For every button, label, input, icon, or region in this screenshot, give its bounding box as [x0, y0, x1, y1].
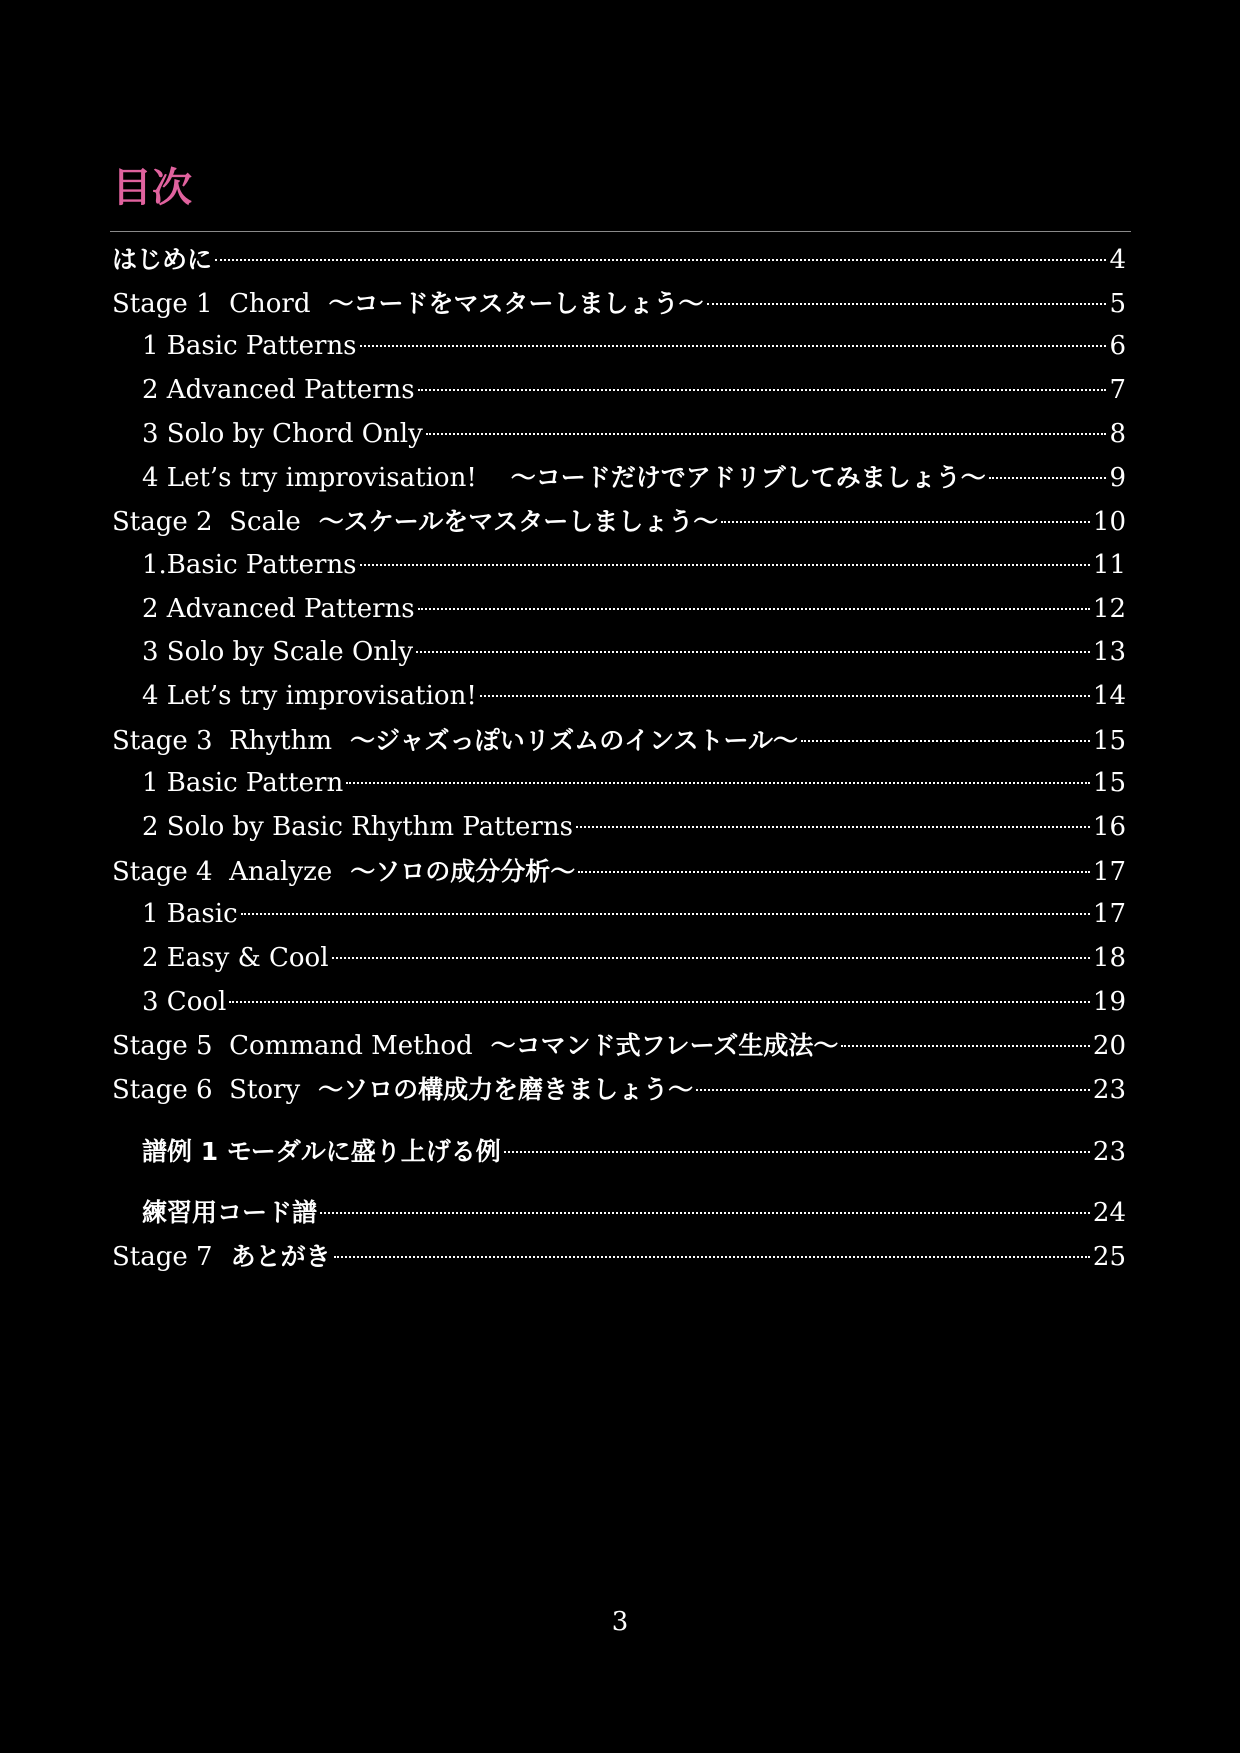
table-of-contents: [112, 238, 1126, 1279]
toc-page-number: 19: [1092, 986, 1126, 1017]
toc-entry-label: 4 Let’s try improvisation!: [142, 680, 477, 711]
toc-entry-label: 1 Basic: [142, 899, 238, 930]
toc-page-number: 23: [1092, 1136, 1126, 1167]
toc-entry[interactable]: [112, 413, 1126, 457]
dot-leader: [801, 740, 1090, 742]
toc-entry-subtitle: 〜コードだけでアドリブしてみましょう〜: [510, 463, 986, 493]
toc-page-number: 4: [1109, 245, 1126, 275]
dot-leader: [707, 303, 1107, 305]
toc-entry[interactable]: [112, 500, 1126, 544]
toc-entry[interactable]: [112, 1191, 1126, 1235]
dot-leader: [480, 695, 1090, 697]
toc-page-number: 24: [1092, 1198, 1126, 1229]
toc-entry[interactable]: [112, 762, 1126, 806]
title-divider: [110, 231, 1131, 232]
toc-entry-subtitle: 〜コマンド式フレーズ生成法〜: [490, 1031, 839, 1061]
toc-entry[interactable]: [112, 631, 1126, 675]
toc-entry[interactable]: [112, 588, 1126, 632]
dot-leader: [721, 521, 1090, 523]
page-title: 目次: [112, 165, 192, 211]
dot-leader: [215, 259, 1106, 261]
toc-page-number: 13: [1092, 637, 1126, 668]
toc-entry-subtitle: 〜コードをマスターしましょう〜: [328, 288, 704, 318]
dot-leader: [841, 1045, 1090, 1047]
toc-page-number: 20: [1092, 1031, 1126, 1062]
dot-leader: [360, 345, 1107, 347]
toc-entry-subtitle: 〜ソロの構成力を磨きましょう〜: [318, 1075, 694, 1105]
toc-page-number: 16: [1092, 811, 1126, 842]
dot-leader: [332, 957, 1090, 959]
toc-entry-subtitle: あとがき: [230, 1242, 331, 1272]
toc-page-number: 11: [1092, 549, 1126, 580]
toc-page-number: 23: [1092, 1075, 1126, 1106]
toc-entry[interactable]: [112, 893, 1126, 937]
toc-entry-label: 2 Advanced Patterns: [142, 375, 415, 406]
toc-entry[interactable]: [112, 1235, 1126, 1279]
dot-leader: [360, 564, 1090, 566]
toc-entry[interactable]: [112, 981, 1126, 1025]
toc-page-number: 9: [1109, 463, 1126, 494]
toc-page-number: 15: [1092, 725, 1126, 756]
toc-entry-label: 3 Solo by Scale Only: [142, 637, 414, 668]
toc-page-number: 18: [1092, 943, 1126, 973]
toc-entry-subtitle: 〜スケールをマスターしましょう〜: [318, 507, 719, 537]
toc-entry-label: Stage 1 Chord: [112, 288, 311, 319]
toc-page-number: 12: [1092, 593, 1126, 624]
toc-entry-label: Stage 2 Scale: [112, 507, 301, 538]
toc-page-number: 14: [1092, 680, 1126, 711]
dot-leader: [346, 782, 1090, 784]
dot-leader: [418, 608, 1090, 610]
toc-entry[interactable]: [112, 937, 1126, 981]
dot-leader: [229, 1001, 1090, 1003]
toc-page-number: 6: [1109, 331, 1126, 362]
toc-entry-subtitle: 〜ソロの成分分析〜: [350, 856, 576, 886]
toc-entry[interactable]: [112, 675, 1126, 719]
dot-leader: [418, 389, 1107, 391]
toc-entry[interactable]: [112, 238, 1126, 282]
page-number-footer: 3: [611, 1607, 629, 1637]
toc-page-number: 15: [1092, 768, 1126, 799]
toc-entry-label: Stage 4 Analyze: [112, 856, 333, 887]
toc-entry[interactable]: [112, 850, 1126, 894]
toc-entry-label: はじめに: [112, 245, 213, 274]
toc-entry[interactable]: [112, 719, 1126, 763]
toc-entry-label: 1 Basic Patterns: [142, 331, 357, 362]
toc-entry[interactable]: [112, 806, 1126, 850]
toc-page-number: 17: [1092, 856, 1126, 887]
toc-entry[interactable]: [112, 369, 1126, 413]
toc-entry[interactable]: [112, 282, 1126, 326]
toc-entry[interactable]: [112, 456, 1126, 500]
toc-entry-label: 2 Solo by Basic Rhythm Patterns: [142, 811, 573, 842]
dot-leader: [416, 651, 1090, 653]
toc-page-number: 25: [1092, 1242, 1126, 1273]
dot-leader: [320, 1212, 1090, 1214]
toc-entry-label: 練習用コード譜: [142, 1198, 318, 1228]
dot-leader: [241, 913, 1090, 915]
toc-entry-label: 3 Solo by Chord Only: [142, 418, 423, 449]
toc-entry-label: Stage 7: [112, 1242, 213, 1273]
toc-entry-subtitle: 〜ジャズっぽいリズムのインストール〜: [349, 725, 798, 755]
toc-entry-label: Stage 5 Command Method: [112, 1031, 473, 1062]
dot-leader: [504, 1151, 1090, 1153]
dot-leader: [989, 477, 1107, 479]
toc-entry-label: 4 Let’s try improvisation!: [142, 463, 477, 494]
toc-entry-label: 3 Cool: [142, 986, 227, 1017]
toc-entry-label: 2 Advanced Patterns: [142, 593, 415, 624]
toc-entry-label: 1 Basic Pattern: [142, 768, 344, 799]
toc-entry-label: 2 Easy & Cool: [142, 943, 329, 973]
toc-entry[interactable]: [112, 325, 1126, 369]
dot-leader: [576, 826, 1090, 828]
toc-page-number: 5: [1109, 288, 1126, 319]
toc-entry[interactable]: [112, 1024, 1126, 1068]
dot-leader: [578, 871, 1090, 873]
dot-leader: [334, 1256, 1090, 1258]
toc-entry-label: Stage 3 Rhythm: [112, 725, 332, 756]
toc-page-number: 7: [1109, 375, 1126, 406]
toc-entry[interactable]: [112, 1068, 1126, 1112]
toc-entry-label: Stage 6 Story: [112, 1075, 301, 1106]
dot-leader: [426, 433, 1107, 435]
toc-entry[interactable]: [112, 1130, 1126, 1174]
dot-leader: [696, 1089, 1090, 1091]
toc-page-number: 8: [1109, 418, 1126, 449]
toc-page-number: 17: [1092, 899, 1126, 930]
toc-entry-label: 1.Basic Patterns: [142, 549, 357, 580]
toc-entry[interactable]: [112, 544, 1126, 588]
toc-page-number: 10: [1092, 507, 1126, 538]
toc-entry-label: 譜例 1 モーダルに盛り上げる例: [142, 1136, 501, 1166]
